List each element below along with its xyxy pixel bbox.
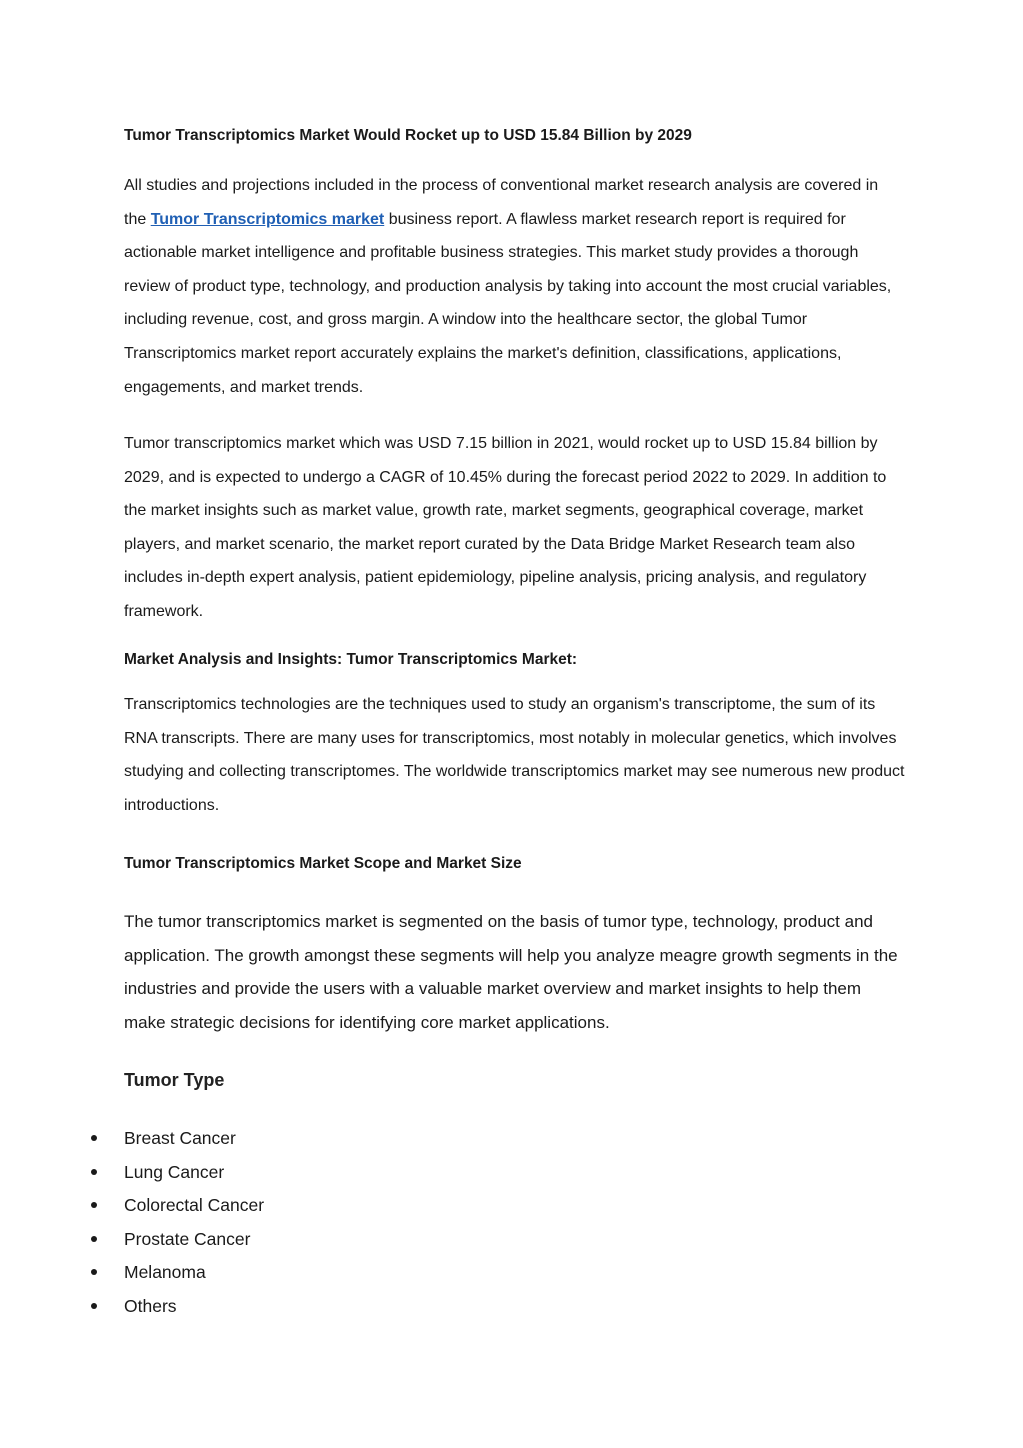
tumor-type-heading: Tumor Type (124, 1070, 225, 1090)
list-item (0, 1158, 264, 1192)
intro-text-after-link: business report. A flawless market research report is required for actionable market intelligence and profitable business strategies. This market study provides a thorough review of product type, technology, and production analysis by taking into account the most crucial variables, including revenue, cost, and gross margin. A window into the healthcare sector, the global Tumor Transcriptomics market report accurately explains the market's definition, classifications, applications, engagements, and market trends. (124, 210, 892, 396)
list-item (0, 1258, 264, 1292)
market-size-paragraph: Tumor transcriptomics market which was USD 7.15 billion in 2021, would rocket up to USD 15.84 billion by 2029, and is expected to undergo a CAGR of 10.45% during the forecast period 2022 to 2029. In addition to the market insights such as market value, growth rate, market segments, geographical coverage, market players, and market scenario, the market report curated by the Data Bridge Market Research team also includes in-depth expert analysis, patient epidemiology, pipeline analysis, pricing analysis, and regulatory framework. (124, 435, 887, 620)
intro-paragraph (124, 169, 904, 404)
list-item (0, 1191, 264, 1225)
market-analysis-paragraph: Transcriptomics technologies are the techniques used to study an organism's transcriptome, the sum of its RNA transcripts. There are many uses for transcriptomics, most notably in molecular genetics, which involves studying and collecting transcriptomes. The worldwide transcriptomics market may see numerous new product introductions. (124, 696, 905, 814)
list-item (0, 1124, 264, 1158)
intro-text-before-link: All studies and projections included in the process of conventional market research analysis are covered in the (124, 177, 879, 228)
list-item-label: Others (124, 1295, 177, 1316)
market-scope-paragraph: The tumor transcriptomics market is segmented on the basis of tumor type, technology, product and application. The growth amongst these segments will help you analyze meagre growth segments in the industries and provide the users with a valuable market overview and market insights to help them make strategic decisions for identifying core market applications. (124, 912, 898, 1032)
bullet-icon (91, 1135, 97, 1141)
tumor-transcriptomics-market-link[interactable]: Tumor Transcriptomics market (150, 210, 385, 228)
list-item-label: Breast Cancer (124, 1128, 236, 1148)
bullet-icon (91, 1169, 97, 1175)
market-scope-heading: Tumor Transcriptomics Market Scope and Market Size (124, 855, 522, 872)
bullet-icon (91, 1236, 97, 1242)
bullet-icon (91, 1202, 97, 1208)
document-title: Tumor Transcriptomics Market Would Rocket up to USD 15.84 Billion by 2029 (124, 127, 692, 144)
market-analysis-heading: Market Analysis and Insights: Tumor Transcriptomics Market: (124, 651, 578, 668)
bullet-icon (91, 1303, 97, 1309)
bullet-icon (91, 1269, 97, 1275)
list-item-label: Prostate Cancer (124, 1228, 251, 1249)
list-item (0, 1292, 264, 1326)
list-item-label: Melanoma (124, 1262, 206, 1283)
list-item-label: Lung Cancer (124, 1161, 225, 1182)
list-item-label: Colorectal Cancer (124, 1195, 265, 1216)
tumor-type-list (0, 1124, 264, 1326)
list-item (0, 1225, 264, 1259)
